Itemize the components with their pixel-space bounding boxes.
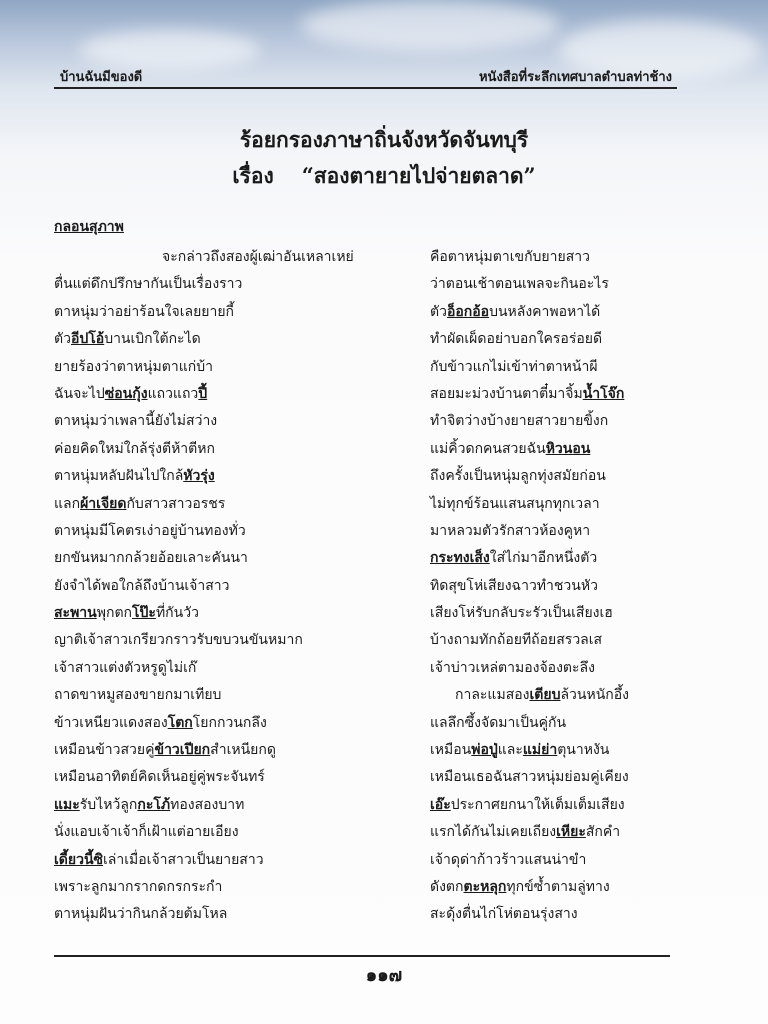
poem-line — [54, 463, 384, 490]
poem-text: เหมือน — [430, 742, 472, 759]
dialect-word: เอ๊ะ — [430, 796, 451, 813]
poem-line — [430, 271, 730, 298]
dialect-word: โตก — [167, 714, 193, 731]
poem-line — [430, 381, 730, 408]
poem-text: พุกตก — [96, 605, 133, 622]
poem-right-column — [430, 244, 730, 929]
poem-text: นั่งแอบเจ้าเจ้าก็เฝ้าแต่อายเอียง — [54, 824, 239, 841]
dialect-word: แม่ย่า — [522, 742, 558, 759]
poem-text: ทำผัดเผ็ดอย่าบอกใครอร่อยดี — [430, 331, 603, 348]
poem-line — [54, 271, 384, 298]
poem-text: และ — [497, 742, 523, 759]
poem-text: ตื่นแต่ดึกปรึกษากันเป็นเรื่องราว — [54, 276, 243, 293]
dialect-word: เดี้ยวนี้ซิ — [54, 851, 104, 868]
poem-text: ข้าวเหนียวแดงสอง — [54, 714, 168, 731]
poem-text: โยกกวนกลึง — [192, 714, 267, 731]
poem-text: กาละแมสอง — [455, 687, 530, 704]
poem-text: ตาหนุ่มว่าอย่าร้อนใจเลยยายกี้ — [54, 303, 235, 320]
dialect-word: เตียบ — [529, 687, 561, 704]
poem-text: เจ้าบ่าวเหล่ตามองจ้องตะลึง — [430, 659, 595, 676]
poem-text: แม่คิ้วดกคนสวยฉัน — [430, 440, 546, 457]
poem-line — [54, 627, 384, 654]
poem-text: ว่าตอนเช้าตอนเพลจะกินอะไร — [430, 276, 609, 293]
dialect-word: โป๊ะ — [132, 605, 156, 622]
poem-line — [430, 491, 730, 518]
poem-line — [430, 819, 730, 846]
dialect-word: ปี้ — [198, 385, 208, 402]
poem-left-column — [54, 244, 384, 929]
dialect-word: กระทงเส็ง — [430, 550, 490, 567]
poem-text: ไม่ทุกข์ร้อนแสนสนุกทุกเวลา — [430, 495, 600, 512]
poem-text: ฉันจะไป — [54, 385, 105, 402]
poem-line — [54, 518, 384, 545]
poem-text: สะดุ้งตื่นไก่โห่ตอนรุ่งสาง — [430, 906, 578, 923]
poem-text: เจ้าดุด่าก้าวร้าวแสนน่าขำ — [430, 851, 587, 868]
poem-text: ตุนาหงัน — [557, 742, 610, 759]
dialect-word: ซ่อนกุ้ง — [104, 385, 148, 402]
poem-line — [430, 600, 730, 627]
poem-text: ล้วนหนักอึ้ง — [560, 687, 629, 704]
poem-line — [54, 381, 384, 408]
poem-text: ญาติเจ้าสาวเกรียวกราวรับขบวนขันหมาก — [54, 632, 303, 649]
page-number: ๑๑๗ — [365, 965, 403, 986]
poem-text: เจ้าสาวแต่งตัวหรูดูไม่เก๊ — [54, 659, 197, 676]
poem-text: ดังตก — [430, 878, 464, 895]
poem-text: บนหลังคาพอหาได้ — [489, 303, 601, 320]
poem-text: ทำจิตว่างบ้างยายสาวยายขิ้งก — [430, 413, 609, 430]
header-divider — [54, 87, 677, 89]
poem-line — [430, 244, 730, 271]
poem-text: สำเหนียกดู — [210, 742, 276, 759]
poem-text: กับข้าวแกไม่เข้าท่าตาหน้าผี — [430, 358, 598, 375]
poem-text: เหมือนเธอฉันสาวหนุ่มย่อมคู่เคียง — [430, 769, 629, 786]
subtitle-quote: “สองตายายไปจ่ายตลาด” — [301, 163, 536, 188]
page-subtitle — [0, 160, 768, 193]
poem-line — [430, 901, 730, 928]
poem-line — [54, 901, 384, 928]
poem-text: ยังจำได้พอใกล้ถึงบ้านเจ้าสาว — [54, 577, 230, 594]
poem-line — [54, 600, 384, 627]
poem-text: รับไหว้ลูก — [79, 796, 138, 813]
dialect-word: ข้าวเปียก — [154, 742, 211, 759]
poem-text: ทองสองบาท — [170, 796, 245, 813]
dialect-word: กะโภ้ — [137, 796, 171, 813]
poem-line — [430, 682, 730, 709]
dialect-word: น้ำโจ๊ก — [582, 385, 625, 402]
poem-line — [430, 436, 730, 463]
section-label: กลอนสุภาพ — [54, 219, 124, 235]
poem-text: กับสาวสาวอรชร — [126, 495, 226, 512]
poem-line — [54, 874, 384, 901]
poem-line — [54, 244, 384, 271]
poem-text: ยายร้องว่าตาหนุ่มตาแก่บ้า — [54, 358, 213, 375]
header-right-text: หนังสือที่ระลึกเทศบาลตำบลท่าช้าง — [478, 70, 672, 85]
poem-text: บานเบิกใต้กะได — [104, 331, 201, 348]
dialect-word: พ่อปู่ — [471, 742, 498, 759]
header-left-text: บ้านฉันมีของดี — [60, 70, 143, 85]
poem-line — [430, 545, 730, 572]
poem-line — [54, 354, 384, 381]
poem-text: ตาหนุ่มว่าเพลานี้ยังไม่สว่าง — [54, 413, 218, 430]
poem-line — [54, 710, 384, 737]
poem-text: เพราะลูกมากรากดกรกระกำ — [54, 878, 223, 895]
poem-text: ใส่ไก่มาอีกหนึ่งตัว — [489, 550, 598, 567]
poem-text: ถึงครั้งเป็นหนุ่มลูกทุ่งสมัยก่อน — [430, 468, 606, 485]
poem-line — [54, 682, 384, 709]
dialect-word: อ็อกอ้อ — [446, 303, 490, 320]
poem-text: บ้างถามทักถ้อยทีถ้อยสรวลเส — [430, 632, 603, 649]
poem-line — [54, 491, 384, 518]
poem-line — [430, 573, 730, 600]
poem-line — [54, 573, 384, 600]
dialect-word: ตะหลุก — [463, 878, 507, 895]
poem-text: ทิดสุขโห่เสียงฉาวทำชวนหัว — [430, 577, 598, 594]
subtitle-prefix: เรื่อง — [232, 163, 274, 188]
poem-line — [54, 737, 384, 764]
poem-text: สักคำ — [585, 824, 621, 841]
poem-text: แถวแถว — [147, 385, 199, 402]
poem-text: มาหลวมตัวรักสาวห้องคูหา — [430, 522, 591, 539]
dialect-word: ผ้าเจียด — [80, 495, 127, 512]
poem-line — [54, 326, 384, 353]
page-title: ร้อยกรองภาษาถิ่นจังหวัดจันทบุรี — [239, 127, 529, 152]
dialect-word: เหียะ — [556, 824, 586, 841]
poem-text: ตาหนุ่มมีโคตรเง่าอยู่บ้านทองทั่ว — [54, 522, 246, 539]
poem-text: คือตาหนุ่มตาเขกับยายสาว — [430, 249, 590, 265]
poem-line — [430, 874, 730, 901]
poem-line — [430, 326, 730, 353]
poem-line — [54, 792, 384, 819]
footer-divider — [54, 955, 670, 957]
poem-line — [430, 299, 730, 326]
poem-line — [54, 764, 384, 791]
dialect-word: หิวนอน — [545, 440, 591, 457]
poem-line — [54, 545, 384, 572]
poem-line — [430, 764, 730, 791]
poem-line — [430, 655, 730, 682]
sky-cloud — [300, 0, 560, 50]
poem-line — [430, 847, 730, 874]
poem-text: แลลึกซึ้งจัดมาเป็นคู่กัน — [430, 714, 567, 731]
poem-line — [54, 408, 384, 435]
poem-line — [54, 436, 384, 463]
poem-line — [430, 627, 730, 654]
poem-line — [430, 737, 730, 764]
poem-line — [54, 819, 384, 846]
poem-line — [430, 518, 730, 545]
poem-text: เหมือนข้าวสวยคู่ — [54, 742, 155, 759]
poem-text: ที่กันวัว — [155, 605, 199, 622]
poem-text: ค่อยคิดใหม่ใกล้รุ่งตีห้าตีหก — [54, 440, 215, 457]
poem-line — [430, 710, 730, 737]
poem-line — [430, 792, 730, 819]
poem-line — [54, 655, 384, 682]
poem-line — [54, 299, 384, 326]
poem-line — [430, 408, 730, 435]
poem-text: ประกาศยกนาให้เต็มเต็มเสียง — [450, 796, 625, 813]
poem-text: ตัว — [54, 331, 71, 348]
poem-text: ตัว — [430, 303, 447, 320]
poem-text: ถาดขาหมูสองขายกมาเทียบ — [54, 687, 222, 704]
poem-text: ยกขันหมากกล้วยอ้อยเลาะคันนา — [54, 550, 248, 567]
dialect-word: แมะ — [54, 796, 80, 813]
poem-line — [430, 463, 730, 490]
poem-text: ตาหนุ่มฝันว่ากินกล้วยต้มโหล — [54, 906, 228, 923]
poem-text: ทุกข์ซ้ำตามลู่ทาง — [506, 878, 610, 895]
dialect-word: อีปโอ้ — [70, 331, 105, 348]
poem-text: เสียงโห่รับกลับระรัวเป็นเสียงเฮ — [430, 605, 613, 622]
poem-text: ตาหนุ่มหลับฝันไปใกล้ — [54, 468, 184, 485]
poem-line — [54, 847, 384, 874]
poem-line — [430, 354, 730, 381]
poem-text: เล่าเมื่อเจ้าสาวเป็นยายสาว — [103, 851, 264, 868]
poem-text: แรกได้กันไม่เคยเถียง — [430, 824, 557, 841]
dialect-word: หัวรุ่ง — [183, 468, 215, 485]
sky-cloud — [80, 30, 260, 70]
poem-text: สอยมะม่วงบ้านตาตี๋มาจิ้ม — [430, 385, 583, 402]
poem-text: จะกล่าวถึงสองผู้เฒ่าอันเหลาเหย่ — [162, 249, 354, 265]
poem-text: แลก — [54, 495, 81, 512]
dialect-word: สะพาน — [54, 605, 97, 622]
poem-text: เหมือนอาทิตย์คิดเห็นอยู่คู่พระจันทร์ — [54, 769, 265, 786]
